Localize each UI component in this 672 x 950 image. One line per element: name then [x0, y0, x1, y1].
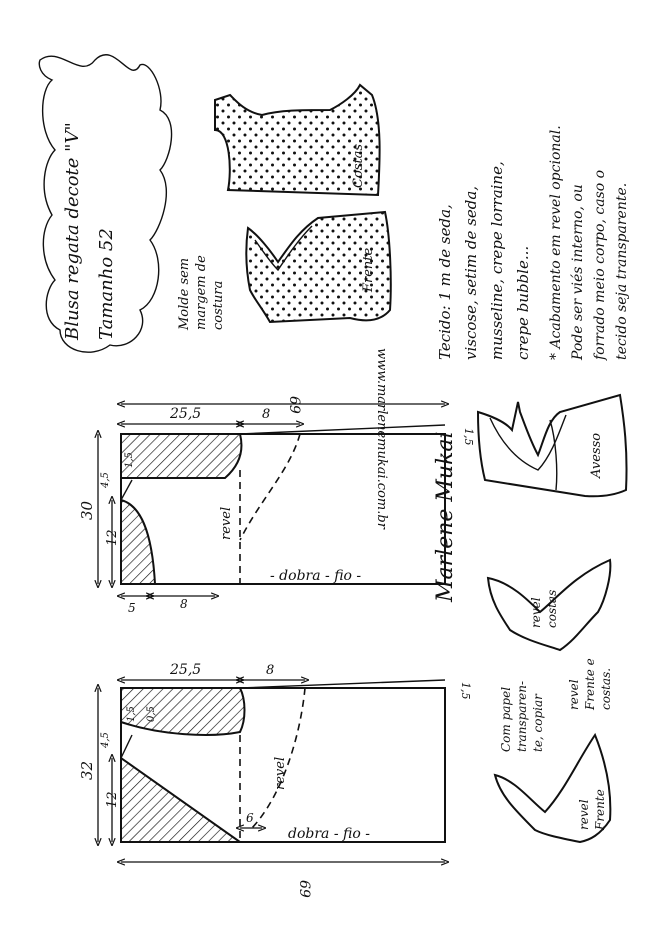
back-fold-label: - dobra - fio -: [270, 568, 362, 584]
back-width-label: 25,5: [170, 406, 202, 422]
back-shoulder-label: 8: [262, 407, 271, 422]
mold-note-line-2: margem de: [194, 255, 209, 330]
facing-front-label-2: Frente: [593, 789, 607, 830]
front-base-label: 6: [246, 811, 254, 825]
back-base-b-label: 8: [180, 597, 188, 611]
facing-back-label-1: revel: [529, 597, 543, 628]
paper-note-line-1: Com papel: [499, 686, 513, 752]
finish-note-line-4: tecido seja transparente.: [614, 182, 630, 360]
front-fold-label: dobra - fio -: [288, 826, 370, 842]
back-neck-area: [121, 500, 155, 584]
front-armhole-label: 0,5: [146, 706, 157, 722]
sketch-front: [246, 212, 391, 322]
back-neck-depth-label: 12: [105, 529, 120, 546]
back-length-label: 69: [286, 396, 302, 414]
title-line-2: Tamanho 52: [96, 228, 117, 340]
fabric-note-line-3: musseline, crepe lorraine,: [488, 161, 506, 360]
signature-text: Marlene Mukai: [433, 431, 458, 602]
fabric-note-line-2: viscose, setim de seda,: [462, 185, 480, 360]
front-length-label: 69: [296, 880, 312, 898]
facing-front-label-1: revel: [577, 799, 591, 830]
front-neck-area: [121, 758, 240, 842]
mold-note-line-3: costura: [211, 280, 226, 330]
facing-copy-line-2: Frente e: [583, 658, 597, 710]
finish-note-line-3: forrado meio corpo, caso o: [592, 169, 608, 360]
front-shoulder-drop-label: 4,5: [100, 732, 111, 748]
back-facing-label: revel: [219, 506, 234, 540]
mold-note-line-1: Molde sem: [177, 257, 192, 330]
back-height-label: 30: [78, 500, 96, 520]
fabric-note: [436, 161, 532, 360]
back-side-seam: [240, 425, 445, 434]
front-height-label: 32: [78, 760, 96, 780]
sketch-inside: [478, 395, 627, 496]
front-width-label: 25,5: [170, 662, 202, 678]
front-armhole-area: [121, 688, 245, 735]
front-hem-label: 1,5: [459, 682, 472, 700]
fabric-note-line-1: Tecido: 1 m de seda,: [436, 204, 454, 360]
sketch-inside-label: Avesso: [589, 432, 604, 478]
facing-copy-line-1: revel: [567, 679, 581, 710]
back-hem-label: 1,5: [462, 428, 475, 446]
facing-back-piece: [488, 560, 610, 650]
front-shoulder-label: 8: [266, 663, 275, 678]
paper-note-line-2: transparen-: [515, 680, 529, 752]
front-pattern: [78, 662, 472, 898]
back-base-a-label: 5: [128, 601, 136, 615]
finish-note: [548, 125, 630, 361]
back-shoulder-line: [121, 480, 132, 500]
front-shoulder-line: [121, 735, 132, 758]
title-line-1: Blusa regata decote "V": [62, 122, 83, 340]
sketch-front-label: Frente: [361, 247, 376, 292]
sketch-back: [215, 85, 380, 195]
inside-facing-edge: [550, 420, 557, 490]
back-facing-curve: [240, 434, 300, 540]
website-text: www.marlenemukai.com.br: [374, 348, 389, 529]
title-block: [39, 55, 171, 352]
finish-note-line-1: * Acabamento em revel opcional.: [548, 125, 564, 360]
website-note: [374, 348, 389, 530]
mold-note: [177, 255, 226, 331]
fabric-note-line-4: crepe bubble...: [514, 245, 532, 360]
inside-bodice: [478, 395, 627, 496]
front-side-seam: [240, 680, 445, 688]
facing-copy-note: [567, 658, 613, 711]
back-neck-label: 1,5: [124, 452, 135, 468]
back-armhole-area: [121, 434, 241, 478]
front-facing-label: revel: [273, 756, 288, 790]
finish-note-line-2: Pode ser viés interno, ou: [570, 184, 586, 360]
front-neck-label: 1,5: [126, 706, 137, 722]
paper-note-line-3: te, copiar: [531, 694, 545, 752]
facing-copy-line-3: costas.: [599, 667, 613, 710]
facing-back-label-2: costas: [545, 589, 559, 628]
paper-note: [499, 681, 545, 752]
front-neck-depth-label: 12: [105, 791, 120, 808]
sketch-back-label: Costas: [351, 143, 366, 188]
back-pattern: [78, 396, 475, 615]
back-shoulder-drop-label: 4,5: [100, 472, 111, 488]
